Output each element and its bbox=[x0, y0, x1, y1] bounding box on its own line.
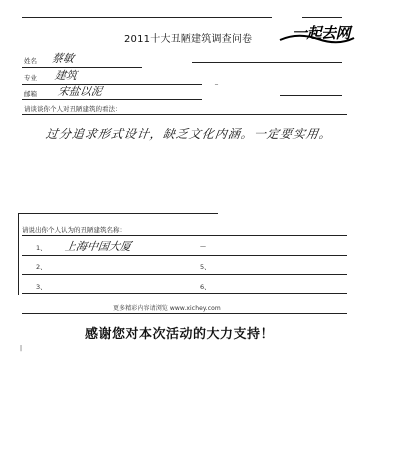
page-title: 2011十大丑陋建筑调查问卷 bbox=[124, 34, 253, 45]
question2-prompt: 请说出你个人认为的丑陋建筑名称： bbox=[22, 226, 126, 234]
answer-right-marker-3: 6、 bbox=[200, 283, 211, 291]
question1-answer: 过分追求形式设计，缺乏文化内涵。一定要实用。 bbox=[44, 127, 333, 141]
field-value-major: 建筑 bbox=[54, 69, 78, 82]
field-label-major: 专业 bbox=[24, 74, 37, 82]
answer-box-left-border bbox=[18, 213, 19, 295]
answer-line-2 bbox=[22, 274, 347, 275]
top-rule-right bbox=[302, 17, 342, 18]
field-line-name-right bbox=[192, 62, 342, 63]
answer-marker-3: 3、 bbox=[36, 283, 47, 291]
field-value-name: 蔡敏 bbox=[51, 52, 75, 65]
answer-value-1: 上海中国大厦 bbox=[64, 240, 132, 253]
answer-dash-1: — bbox=[200, 243, 206, 250]
field-label-name: 姓名 bbox=[24, 57, 37, 65]
answer-right-marker-2: 5、 bbox=[200, 263, 211, 271]
footer-more-info: 更多精彩内容请浏览 www.xichey.com bbox=[113, 305, 221, 312]
thanks-message: 感谢您对本次活动的大力支持！ bbox=[85, 327, 275, 342]
field-value-email: 宋盐以泥 bbox=[57, 85, 103, 98]
answer-marker-2: 2、 bbox=[36, 263, 47, 271]
field-line-email-right bbox=[280, 95, 342, 96]
footer-rule bbox=[22, 313, 347, 314]
field-dash-major: _ bbox=[215, 78, 218, 85]
answer-line-3 bbox=[22, 293, 347, 294]
site-logo: 一起去网 bbox=[292, 24, 351, 42]
field-line-major bbox=[22, 84, 202, 85]
question2-underline bbox=[22, 235, 347, 236]
answer-box-top-border bbox=[18, 213, 218, 214]
answer-line-1 bbox=[22, 255, 347, 256]
corner-mark: | bbox=[20, 345, 23, 352]
field-line-email bbox=[22, 99, 202, 100]
field-line-name bbox=[22, 67, 142, 68]
answer-marker-1: 1、 bbox=[36, 244, 47, 252]
question1-prompt: 请谈谈你个人对丑陋建筑的看法： bbox=[24, 105, 122, 113]
top-rule bbox=[22, 17, 272, 18]
field-label-email: 邮箱 bbox=[24, 90, 37, 98]
question1-underline bbox=[22, 114, 347, 115]
